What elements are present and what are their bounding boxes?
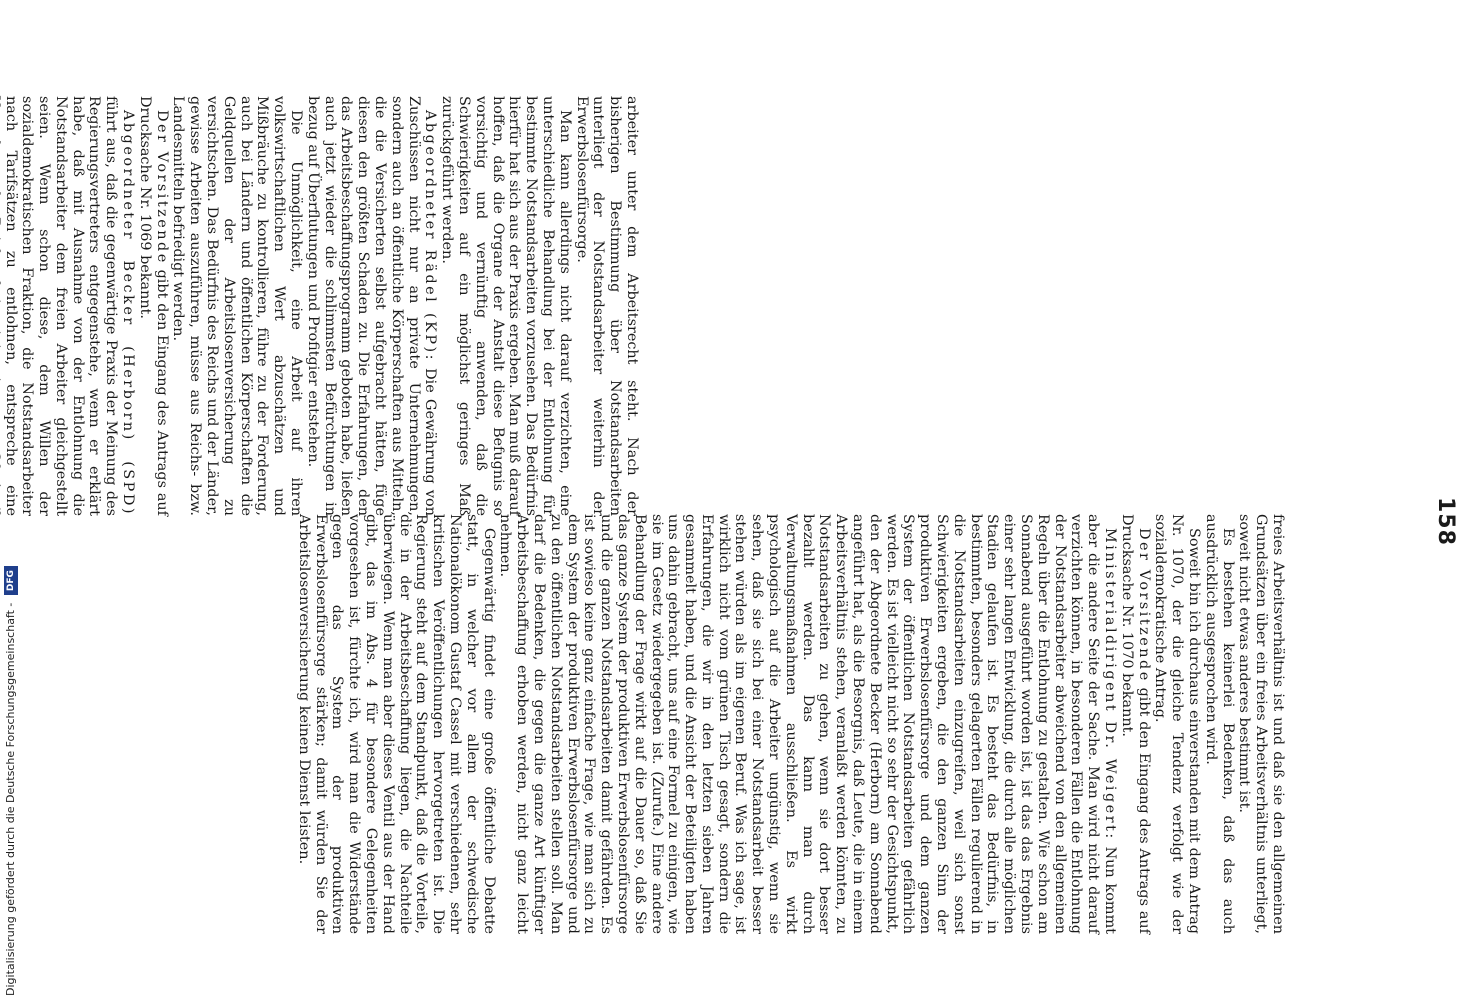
text-column-left — [0, 96, 640, 516]
paragraph-text: freies Arbeitsverhältnis ist und daß sie den allgemeinen Grundsätzen über ein freies Arbeitsverhältnis unterliegt, soweit nicht etwas anderes bestimmt ist. — [1236, 514, 1286, 934]
dfg-logo: DFG — [4, 566, 18, 595]
paragraph — [1236, 514, 1286, 934]
page-number: 158 — [1433, 497, 1458, 546]
speaker-name: Ministerialdirigent Dr. Weigert: — [1102, 528, 1119, 841]
paragraph — [1202, 514, 1236, 934]
footer-text: Digitalisierung gefördert durch die Deutsche Forschungsgemeinschaft - — [4, 602, 17, 996]
paragraph-text: führt aus, daß die gegenwärtige Praxis der Meinung des Regierungsvertreters entgegenstehe, wenn er erklärt habe, daß mit Ausnahme von der Entlohnung die Notstandsarbeiter dem freien Arbeiter gleichgestellt seien. Wenn schon diese, dem Willen der sozialdemokratischen Fraktion, die Notstandsarbeiter nach Tarifsätzen zu entlohnen, entspreche eine — [2, 96, 120, 516]
paragraph — [438, 96, 572, 516]
paragraph-text: Man kann allerdings nicht darauf verzichten, eine unterschiedliche Behandlung bei der Entlohnung für bestimmte Notstandsarbeiten vorzusehen. Das Bedürfnis hierfür hat sich aus der Praxis ergeben. Man muß darauf hoffen, daß die Organe der Anstalt diese Befugnis so vorsichtig und vernünftig anwenden, daß die Schwierigkeiten auf ein möglichst geringes Maß zurückgeführt werden. — [439, 96, 573, 516]
speaker-name: Abgeordneter Becker (Herborn) (SPD) — [120, 110, 137, 516]
speaker-name: Abgeordneter Rädel (KP): — [422, 110, 439, 362]
paragraph — [1152, 514, 1202, 934]
speaker-name: Der Vorsitzende — [1135, 528, 1152, 683]
paragraph-text: gibt den Eingang des Antrags auf Drucksache Nr. 1070 bekannt. — [1118, 514, 1152, 934]
speaker-name: Der Vorsitzende — [153, 110, 170, 265]
paragraph-text: Es bestehen keinerlei Bedenken, daß das auch ausdrücklich ausgesprochen wird. — [1202, 514, 1236, 934]
paragraph-text: arbeiter unter dem Arbeitsrecht steht. Nach der bisherigen Bestimmung über Notstandsarbeiten unterliegt der Notstandsarbeiter weiterhin der Erwerbslosenfürsorge. — [573, 96, 640, 516]
text-column-right — [295, 514, 1286, 934]
paragraph — [573, 96, 640, 516]
paragraph — [304, 96, 438, 516]
paragraph-text: Nun kommt aber die andere Seite der Sache. Man wird nicht darauf verzichten können, in besonderen Fällen die Entlohnung der Notstandsarbeiter abweichend von den allgemeinen Regeln über die Entlohnung zu gestalten. Wie schon am Sonnabend ausgeführt worden ist, ist das das Ergebnis einer sehr langen Entwicklung, die durch alle möglichen Stadien gelaufen ist. Es besteht das Bedürfnis, in bestimmten, besonders gelagerten Fällen regulierend in die Notstandsarbeiten einzugreifen, weil sich sonst Schwierigkeiten ergeben, die den ganzen Sinn der produktiven Erwerbslosenfürsorge und dem ganzen System der öffentlichen Notstandsarbeiten gefährlich werden. Es ist vielleicht nicht so sehr der Gesichtspunkt, den der Abgeordnete Becker (Herborn) am Sonnabend angeführt hat, als die Besorgnis, daß Leute, die in einem Arbeitsverhältnis stehen, veranlaßt werden könnten, zu Notstandsarbeiten zu gehen, wenn sie dort besser bezahlt werden. Das kann man durch Verwaltungsmaßnahmen ausschließen. Es wirkt psychologisch auf die Arbeiter ungünstig, wenn sie sehen, daß sie sich bei einer Notstandsarbeit besser stehen würden als im eigenen Beruf. Was ich sage, ist wirklich nicht vom grünen Tisch gesagt, sondern die Erfahrungen, die wir in den letzten sieben Jahren gesammelt haben, und die Ansicht der Beteiligten haben uns dahin gebracht, uns auf eine Formel zu einigen, wie sie im Gesetz wiedergegeben ist. (Zurufe.) Eine andere Behandlung der Frage wirkt auf die Dauer so, daß Sie das ganze System der produktiven Erwerbslosenfürsorge und die ganzen Notstandsarbeiten damit gefährden. Es ist sowieso keine ganz einfache Frage, wie man sich zu dem System der produktiven Erwerbslosenfürsorge und zu den öffentlichen Notstandsarbeiten stellen soll. Man darf die Bedenken, die gegen die ganze Art künftiger Arbeitsbeschaffung erhoben werden, nicht ganz leicht nehmen. — [497, 514, 1119, 934]
paragraph — [497, 514, 1118, 934]
paragraph-text: Die Unmöglichkeit, eine Arbeit auf ihren volkswirtschaftlichen Wert abzuschätzen und Mißbräuche zu kontrollieren, führe zu der Forderung, auch bei Ländern und öffentlichen Körperschaften die Geldquellen der Arbeitslosenversicherung zu versichtschen. Das Bedürfnis des Reichs und der Länder, gewisse Arbeiten auszuführen, müsse aus Reichs- bzw. Landesmitteln befriedigt werden. — [170, 96, 305, 516]
paragraph-text: Die Gewährung von Zuschüssen nicht nur an private Unternehmungen, sondern auch an öffentliche Körperschaften aus Mitteln, die die Versicherten selbst aufgebracht hätten, füge diesen den größten Schaden zu. Die Erfahrungen, den das Arbeitsbeschaffungsprogramm geboten habe, ließen auch jetzt wieder die schlimmsten Befürchtungen in bezug auf Überflutungen und Profitgier entstehen. — [304, 96, 439, 516]
paragraph — [1118, 514, 1152, 934]
paragraph — [0, 96, 136, 516]
paragraph — [170, 96, 304, 516]
paragraph-text: gibt den Eingang des Antrags auf Drucksache Nr. 1069 bekannt. — [136, 96, 170, 516]
paragraph-text: Soweit bin ich durchaus einverstanden mit dem Antrag Nr. 1070, der die gleiche Tendenz verfolgt wie der sozialdemokratische Antrag. — [1152, 514, 1203, 934]
paragraph — [295, 514, 497, 934]
paragraph — [136, 96, 170, 516]
paragraph-text: Gegenwärtig findet eine große öffentliche Debatte statt, in welcher vor allem der schwedische Nationalökonom Gustaf Cassel mit verschiedenen, sehr kritischen Veröffentlichungen hervorgetreten ist. Die Regierung steht auf dem Standpunkt, daß die Vorteile, die in der Arbeitsbeschaffung liegen, die Nachteile überwiegen. Wenn man aber dieses Ventil aus der Hand gibt, das im Abs. 4 für besondere Gelegenheiten vorgesehen ist, fürchte ich, wird man die Widerstände gegen das System der produktiven Erwerbslosenfürsorge stärken; damit würden Sie der Arbeitslosenversicherung keinen Dienst leisten. — [295, 514, 497, 934]
digitization-footer — [4, 566, 18, 996]
